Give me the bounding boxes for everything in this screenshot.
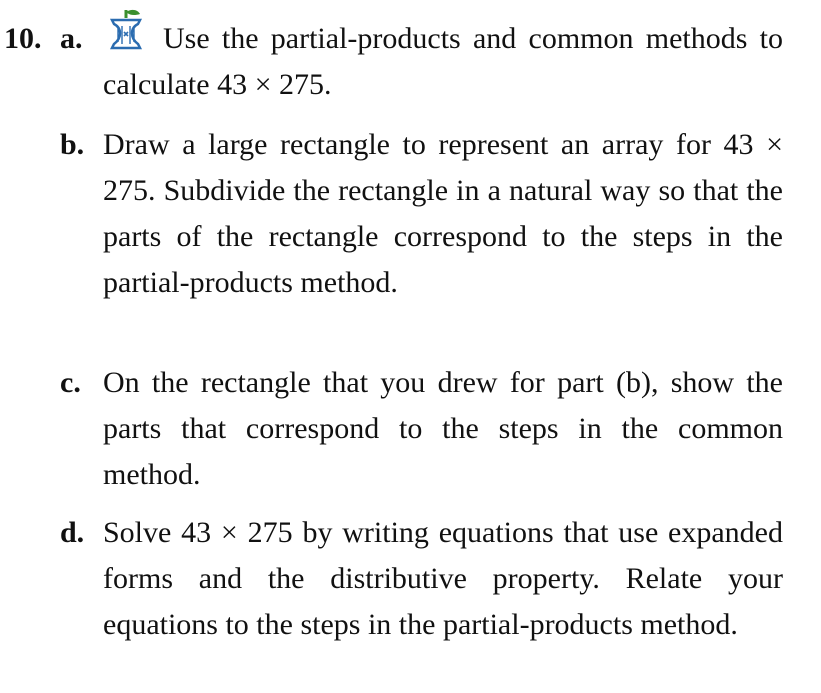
part-c-letter: c.	[60, 366, 81, 399]
part-d-text: Solve 43 × 275 by writing equations that use expanded forms and the distributive property. Relate your equations to the steps in the partial-products method.	[103, 516, 783, 641]
part-b-text: Draw a large rectangle to represent an array for 43 × 275. Subdivide the rectangle in a natural way so that the parts of the rectangle correspond to the steps in the partial-products method.	[103, 128, 783, 299]
part-a-letter: a.	[60, 22, 83, 55]
part-c-text: On the rectangle that you drew for part (b), show the parts that correspond to the steps in the common method.	[103, 366, 783, 491]
part-b-letter: b.	[60, 128, 85, 161]
part-d-letter: d.	[60, 516, 85, 549]
problem-number: 10.	[4, 22, 42, 55]
part-a-text: Use the partial-products and common methods to calculate 43 × 275.	[103, 22, 783, 101]
